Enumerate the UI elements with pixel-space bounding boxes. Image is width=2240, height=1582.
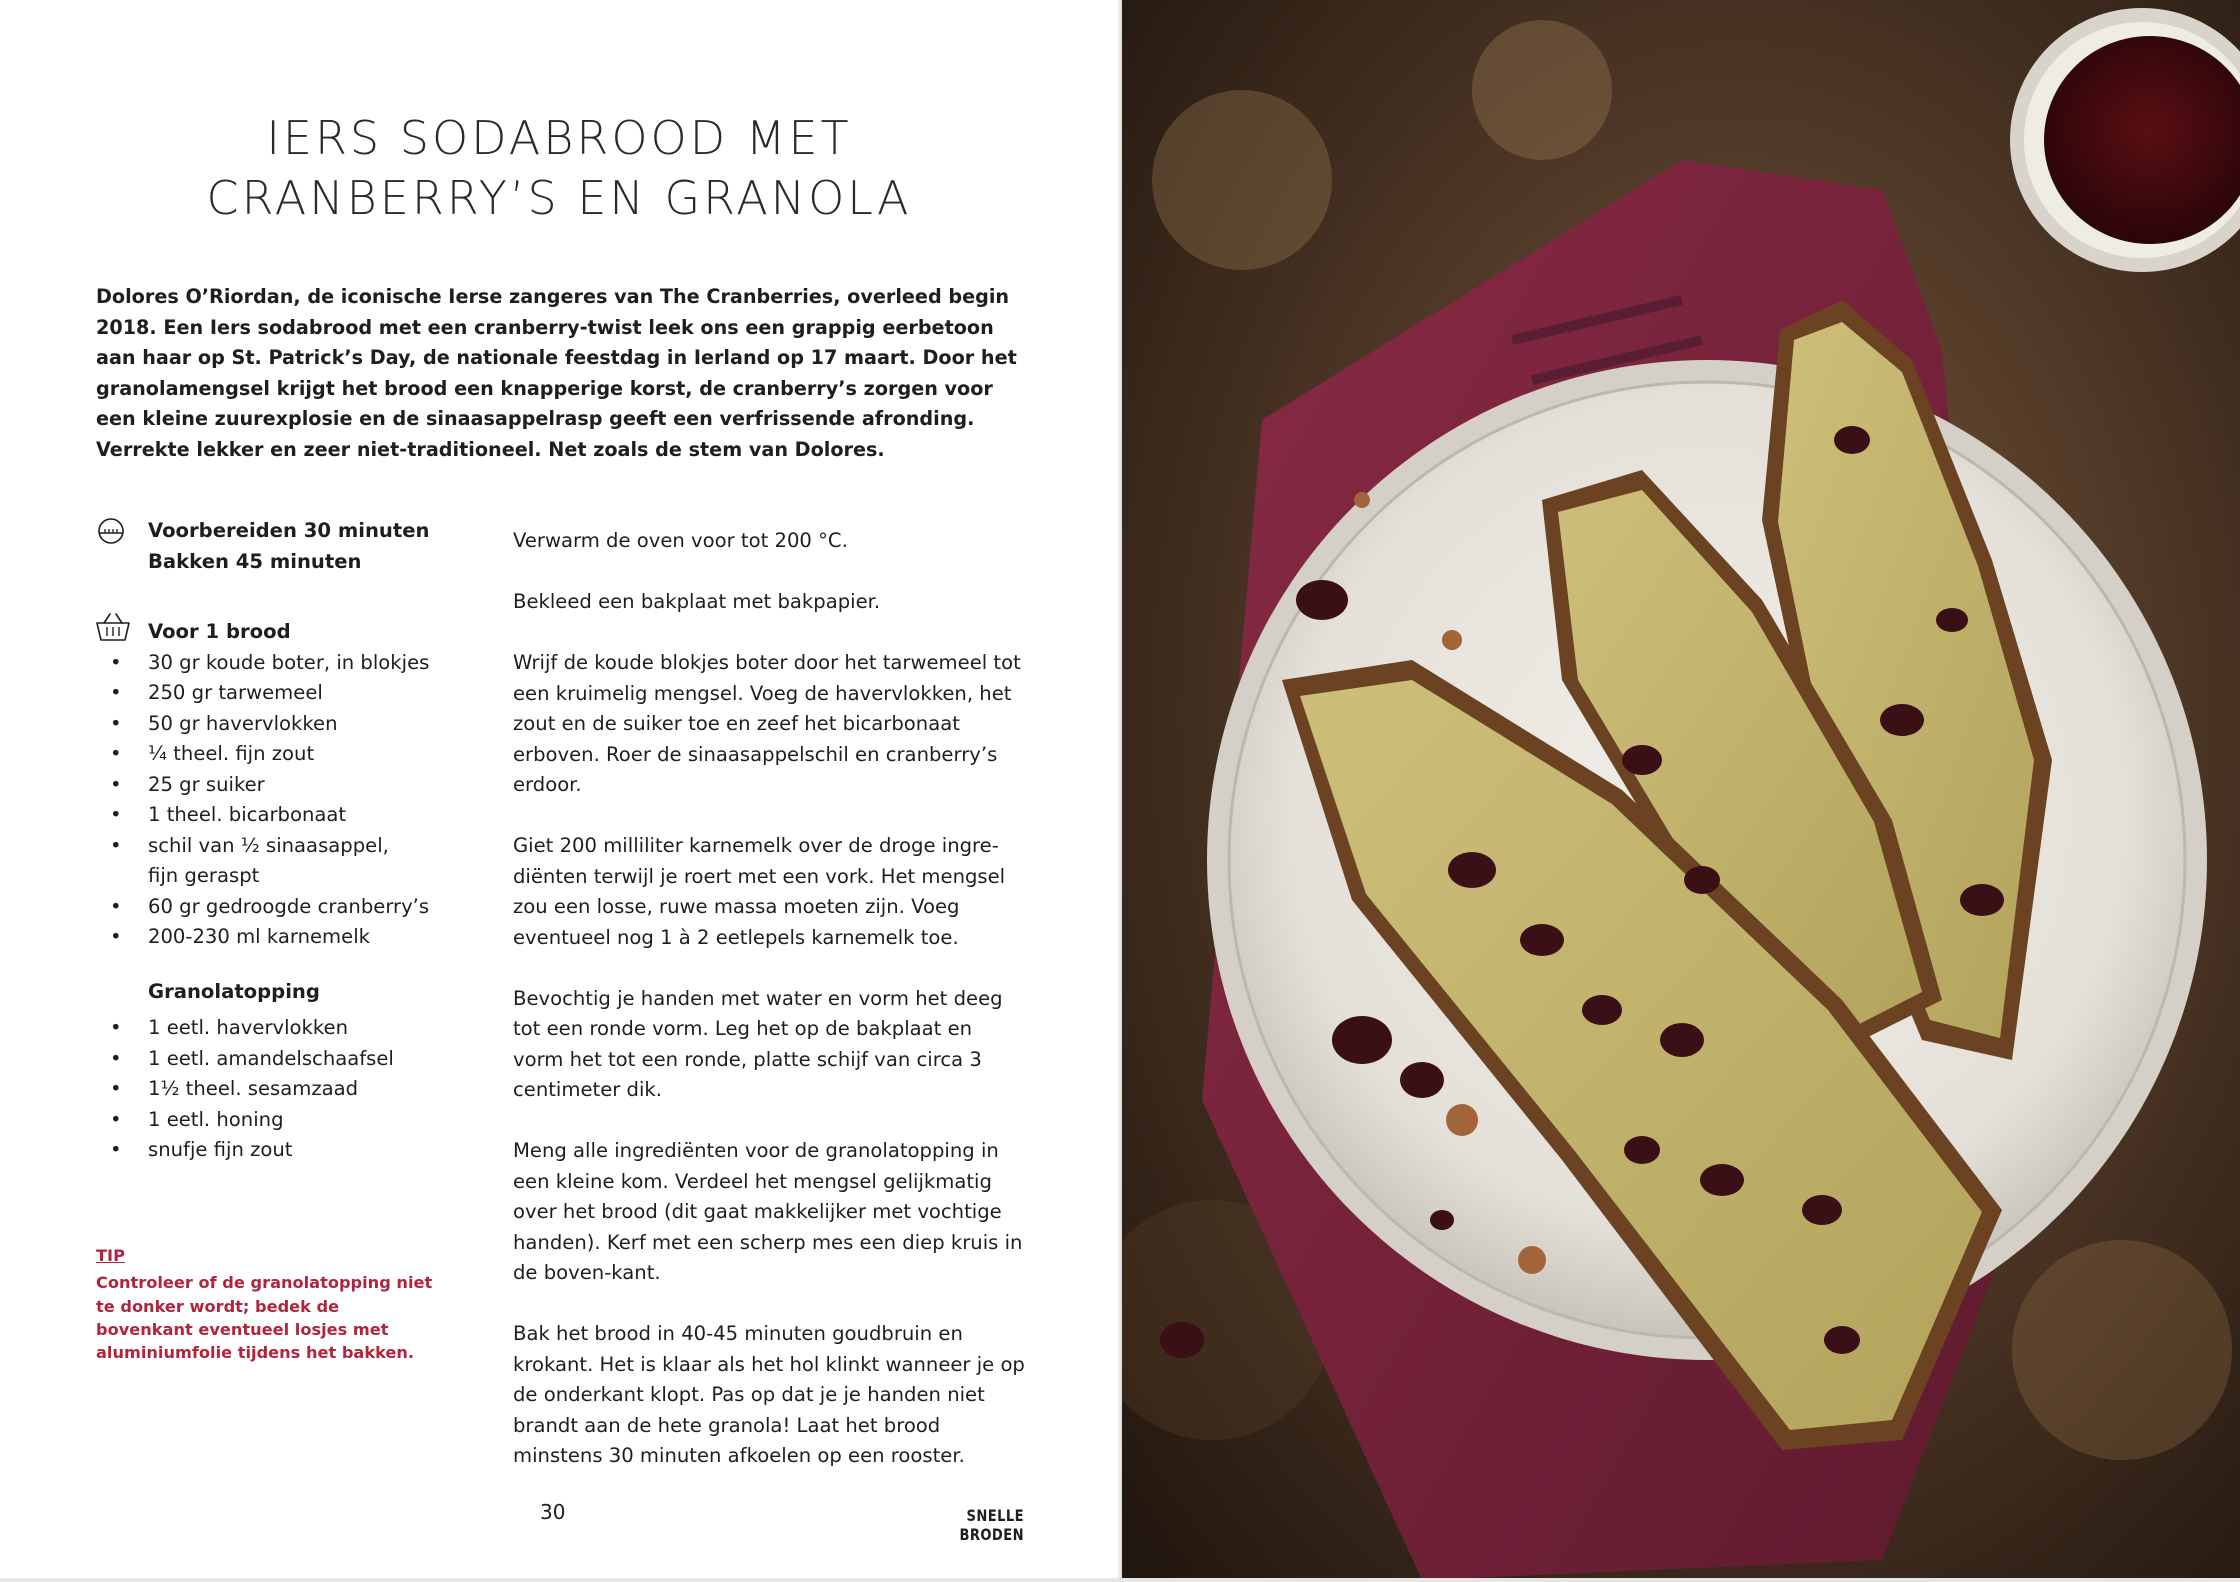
step: Verwarm de oven voor tot 200 °C. bbox=[513, 529, 848, 552]
topping-heading: Granolatopping bbox=[148, 979, 320, 1003]
ingredient-item: • 60 gr gedroogde cranberry’s bbox=[96, 892, 456, 923]
ingredient-item: • 1 theel. bicarbonaat bbox=[96, 800, 456, 831]
ingredient-item: • ¼ theel. fijn zout bbox=[96, 739, 456, 770]
step: Bak het brood in 40-45 minuten goudbruin en krokant. Het is klaar als het hol klinkt wanneer je op de onderkant klopt. Pas op dat je je handen niet brandt aan de hete granola! Laat het brood minstens 30 minuten afkoelen op een rooster. bbox=[513, 1322, 1025, 1467]
ingredient-item: • 30 gr koude boter, in blokjes bbox=[96, 648, 456, 679]
bake-time: Bakken 45 minuten bbox=[148, 549, 362, 573]
page-number: 30 bbox=[540, 1500, 566, 1524]
tip-label: TIP bbox=[96, 1246, 125, 1265]
ingredient-item: • 200-230 ml karnemelk bbox=[96, 922, 456, 953]
topping-item: • 1 eetl. honing bbox=[96, 1105, 456, 1136]
yield-label: Voor 1 brood bbox=[148, 620, 291, 643]
section-name: SNELLE BRODEN bbox=[959, 1506, 1024, 1544]
topping-item: • 1 eetl. havervlokken bbox=[96, 1013, 456, 1044]
step: Bevochtig je handen met water en vorm het deeg tot een ronde vorm. Leg het op de bakplaat en vorm het tot een ronde, platte schijf van circa 3 centimeter dik. bbox=[513, 986, 1003, 1101]
photo-illustration bbox=[1122, 0, 2240, 1580]
topping-item: • snufje fijn zout bbox=[96, 1135, 456, 1166]
food-photo bbox=[1122, 0, 2240, 1580]
time-block bbox=[96, 516, 456, 577]
prep-time: Voorbereiden 30 minuten bbox=[148, 519, 430, 542]
basket-icon bbox=[94, 611, 132, 643]
yield-block bbox=[96, 617, 456, 648]
instructions-column bbox=[513, 526, 1025, 1502]
ingredient-item: • schil van ½ sinaasappel, bbox=[96, 831, 456, 862]
recipe-title bbox=[96, 108, 1022, 228]
ingredient-item: • 25 gr suiker bbox=[96, 770, 456, 801]
ingredient-item: • 250 gr tarwemeel bbox=[96, 678, 456, 709]
ingredient-item: • 50 gr havervlokken bbox=[96, 709, 456, 740]
tip-box bbox=[96, 1244, 436, 1364]
ingredient-item-continued: fijn geraspt bbox=[148, 864, 260, 887]
page-bottom-edge bbox=[0, 1578, 2240, 1582]
step: Giet 200 milliliter karnemelk over de droge ingre-diënten terwijl je roert met een vork. Het mengsel zou een losse, ruwe massa moeten zijn. Voeg eventueel nog 1 à 2 eetlepels karnemelk toe. bbox=[513, 834, 1006, 949]
step: Wrijf de koude blokjes boter door het tarwemeel tot een kruimelig mengsel. Voeg de havervlokken, het zout en de suiker toe en zeef het bicarbonaat erboven. Roer de sinaasappelschil en cranberry’s erdoor. bbox=[513, 651, 1021, 796]
ingredient-list bbox=[96, 648, 456, 953]
topping-item: • 1½ theel. sesamzaad bbox=[96, 1074, 456, 1105]
topping-list bbox=[96, 1013, 456, 1166]
timer-icon bbox=[96, 514, 126, 548]
tip-text: Controleer of de granolatopping niet te donker wordt; bedek de bovenkant eventueel losjes met aluminiumfolie tijdens het bakken. bbox=[96, 1273, 433, 1363]
title-line-2: CRANBERRY’S EN GRANOLA bbox=[206, 171, 912, 225]
title-line-1: IERS SODABROOD MET bbox=[266, 111, 852, 165]
intro-paragraph: Dolores O’Riordan, de iconische Ierse zangeres van The Cranberries, overleed begin 2018. Een Iers sodabrood met een cranberry-twist leek ons een grappig eerbetoon aan haar op St. Patrick’s Day, de nationale feestdag in Ierland op 17 maart. Door het granolamengsel krijgt het brood een knapperige korst, de cranberry’s zorgen voor een kleine zuurexplosie en de sinaasappelrasp geeft een verfrissende afronding. Verrekte lekker en zeer niet-traditioneel. Net zoals de stem van Dolores. bbox=[96, 285, 1017, 461]
info-column bbox=[96, 516, 456, 1166]
step: Meng alle ingrediënten voor de granolatopping in een kleine kom. Verdeel het mengsel gelijkmatig over het brood (dit gaat makkelijker met vochtige handen). Kerf met een scherp mes een diep kruis in de boven-kant. bbox=[513, 1139, 1023, 1284]
topping-item: • 1 eetl. amandelschaafsel bbox=[96, 1044, 456, 1075]
step: Bekleed een bakplaat met bakpapier. bbox=[513, 590, 881, 613]
